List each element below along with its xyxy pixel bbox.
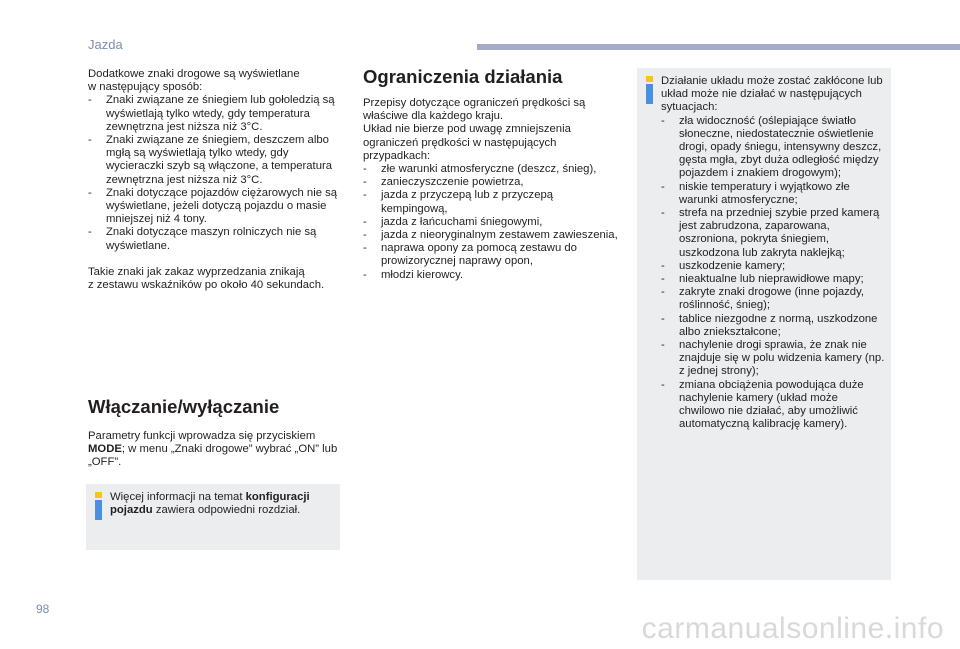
list-item: - młodzi kierowcy. — [363, 269, 621, 282]
list-item: - jazda z przyczepą lub z przyczepą kempingową, — [363, 189, 621, 215]
list-item: - Znaki dotyczące maszyn rolniczych nie są wyświetlane. — [88, 226, 340, 252]
col3-intro: Działanie układu może zostać zakłócone lub układ może nie działać w następujących sytuacjach: — [661, 75, 883, 114]
on-off-text-a: Parametry funkcji wprowadza się przyciskiem — [88, 430, 316, 442]
list-item: - zanieczyszczenie powietrza, — [363, 176, 621, 189]
list-item: - strefa na przedniej szybie przed kamerą jest zabrudzona, zaparowana, oszroniona, pokryta śniegiem, uszkodzona lub zakryta naklejką; — [661, 207, 885, 260]
list-item: - nieaktualne lub nieprawidłowe mapy; — [661, 273, 885, 286]
list-item: - jazda z nieoryginalnym zestawem zawieszenia, — [363, 229, 621, 242]
list-item: - niskie temperatury i wyjątkowo złe warunki atmosferyczne; — [661, 181, 885, 207]
list-item: - złe warunki atmosferyczne (deszcz, śnieg), — [363, 163, 621, 176]
info-text-b: zawiera odpowiedni rozdział. — [152, 504, 301, 517]
col2-intro1: Przepisy dotyczące ograniczeń prędkości są właściwe dla każdego kraju. — [363, 97, 586, 123]
col1-note: Takie znaki jak zakaz wyprzedzania znikają z zestawu wskaźników po około 40 sekundach. — [88, 265, 325, 292]
col3-list — [661, 115, 885, 432]
list-item: - Znaki dotyczące pojazdów ciężarowych nie są wyświetlane, jeżeli dotyczą pojazdu o masie mniejszej niż 4 tony. — [88, 187, 340, 227]
col2-list — [363, 163, 621, 282]
watermark: carmanualsonline.info — [641, 612, 944, 645]
info-box-config — [86, 484, 340, 550]
on-off-text — [88, 430, 340, 470]
info-text-a: Więcej informacji na temat — [110, 491, 246, 503]
list-item: - zakryte znaki drogowe (inne pojazdy, roślinność, śnieg); — [661, 286, 885, 312]
info-text-config — [110, 491, 330, 517]
list-item: - zła widoczność (oślepiające światło słoneczne, niedostatecznie oświetlenie drogi, opady śniegu, intensywny deszcz, gęsta mgła, zbyt duża odległość między pojazdem i znakiem drogowym); — [661, 115, 885, 181]
list-item: - zmiana obciążenia powodująca duże nachylenie kamery (układ może chwilowo nie działać, aby umożliwić automatyczną kalibrację kamery). — [661, 379, 885, 432]
section-label: Jazda — [88, 37, 123, 52]
info-box-limitations — [637, 68, 891, 580]
on-off-title: Włączanie/wyłączanie — [88, 396, 280, 417]
list-item: - Znaki związane ze śniegiem, deszczem albo mgłą są wyświetlają tylko wtedy, gdy wycieraczki szyb są włączone, a temperatura zewnętrzna jest niższa niż 3°C. — [88, 134, 340, 187]
info-bold: konfiguracji pojazdu — [110, 491, 310, 517]
info-icon — [643, 76, 657, 104]
list-item: - jazda z łańcuchami śniegowymi, — [363, 216, 621, 229]
column-2 — [363, 97, 621, 282]
on-off-section — [88, 396, 340, 418]
list-item: - tablice niezgodne z normą, uszkodzone albo zniekształcone; — [661, 313, 885, 339]
list-item: - naprawa opony za pomocą zestawu do prowizorycznej naprawy opon, — [363, 242, 621, 268]
info-icon — [92, 492, 106, 520]
limits-section — [363, 66, 623, 88]
mode-label: MODE — [88, 443, 122, 456]
on-off-text-b: ; w menu „Znaki drogowe” wybrać „ON” lub „OFF”. — [88, 443, 338, 469]
list-item: - nachylenie drogi sprawia, że znak nie znajduje się w polu widzenia kamery (np. z jednej strony); — [661, 339, 885, 379]
col1-intro: Dodatkowe znaki drogowe są wyświetlane w następujący sposób: — [88, 68, 300, 94]
limits-title: Ograniczenia działania — [363, 66, 563, 87]
on-off-paragraph — [88, 430, 340, 470]
col2-intro2: Układ nie bierze pod uwagę zmniejszenia ograniczeń prędkości w następujących przypadkach: — [363, 123, 571, 162]
list-item: - Znaki związane ze śniegiem lub gołoledzią są wyświetlają tylko wtedy, gdy temperatura zewnętrzna jest niższa niż 3°C. — [88, 94, 340, 134]
column-3 — [661, 75, 885, 431]
header-bar — [477, 44, 960, 50]
list-item: - uszkodzenie kamery; — [661, 260, 885, 273]
column-1 — [88, 68, 340, 292]
page-number: 98 — [36, 602, 50, 616]
col1-list — [88, 94, 340, 252]
